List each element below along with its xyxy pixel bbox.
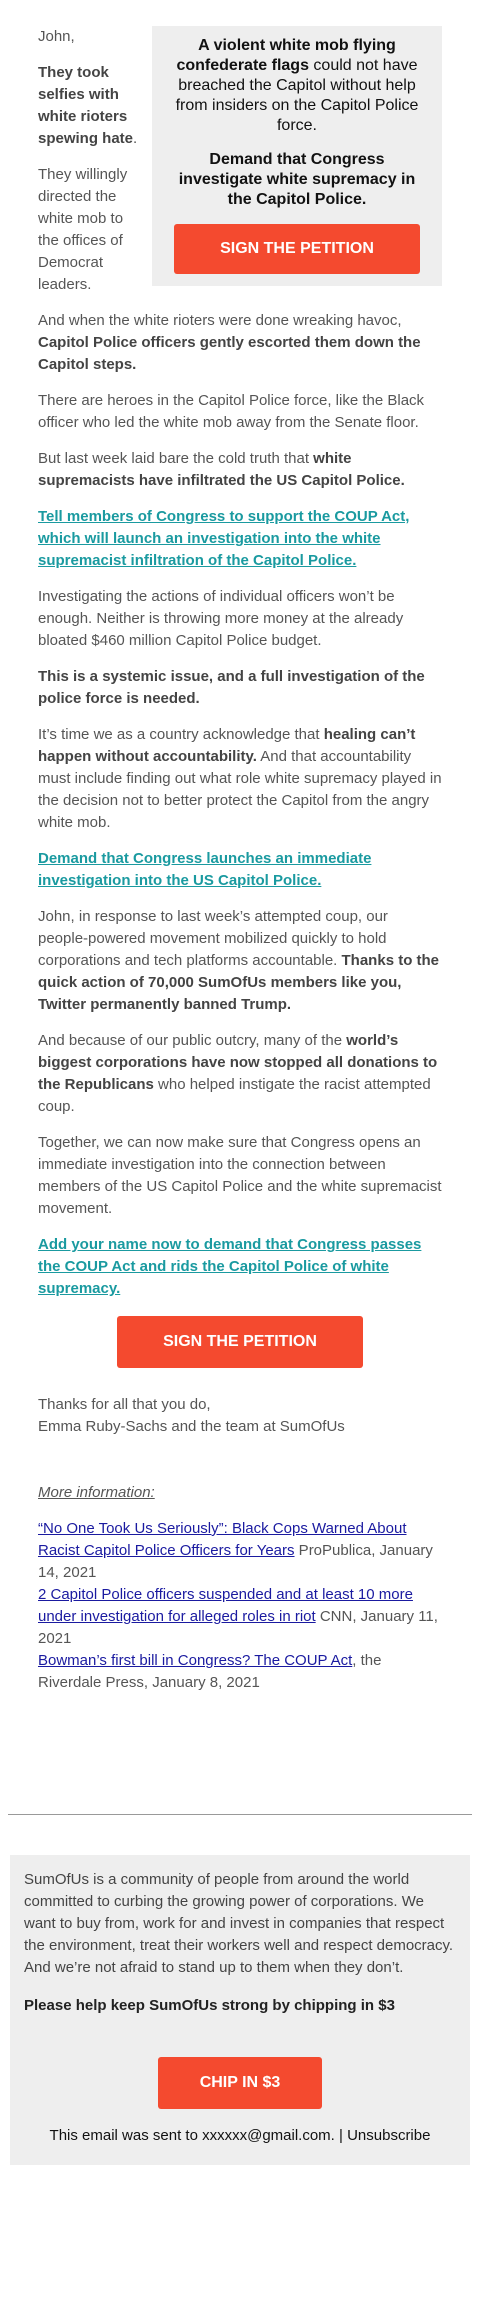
p8-end: And that accountability must include finding out what role white supremacy played in the decision not to better protect the Capitol from the angry white mob. xyxy=(38,748,442,831)
p8-start: It’s time we as a country acknowledge that xyxy=(38,726,324,743)
footer-ask: Please help keep SumOfUs strong by chipping in $3 xyxy=(24,1997,395,2014)
p10-bold: world’s biggest corporations have now stopped all donations to the Republicans xyxy=(38,1032,438,1093)
signoff-thanks: Thanks for all that you do, xyxy=(38,1396,211,1413)
footer-about: SumOfUs is a community of people from around the world committed to curbing the growing power of corporations. We want to buy from, work for and invest in companies that respect the environment, treat their workers well and respect democracy. And we’re not afraid to stand up to them when they don’t. xyxy=(24,1871,454,1976)
callout-text-2 xyxy=(174,150,420,210)
callout-bold-1: A violent white mob flying confederate flags xyxy=(176,37,396,74)
sign-petition-button-bottom[interactable]: SIGN THE PETITION xyxy=(117,1316,363,1368)
p10-end: who helped instigate the racist attempted coup. xyxy=(38,1076,431,1115)
p5-start: But last week laid bare the cold truth that xyxy=(38,450,314,467)
source-meta: ProPublica, January 14, 2021 xyxy=(38,1542,433,1581)
callout-rest-1: could not have breached the Capitol without help from insiders on the Capitol Police force. xyxy=(175,57,419,134)
paragraph-8 xyxy=(38,724,442,834)
p3-bold: Capitol Police officers gently escorted them down the Capitol steps. xyxy=(38,334,421,373)
intro-section xyxy=(38,26,442,310)
source-meta: , the Riverdale Press, January 8, 2021 xyxy=(38,1652,382,1691)
source-link-propublica[interactable]: “No One Took Us Seriously”: Black Cops Warned About Racist Capitol Police Officers for Years xyxy=(38,1520,407,1559)
p9-bold: Thanks to the quick action of 70,000 SumOfUs members like you, Twitter permanently banned Trump. xyxy=(38,952,440,1013)
source-item xyxy=(38,1518,442,1584)
paragraph-11: Together, we can now make sure that Congress opens an immediate investigation into the connection between members of the US Capitol Police and the white supremacist movement. xyxy=(38,1134,442,1217)
paragraph-3 xyxy=(38,310,442,376)
sign-petition-button-top[interactable]: SIGN THE PETITION xyxy=(174,224,420,274)
paragraph-link-3 xyxy=(38,1234,442,1300)
paragraph-10 xyxy=(38,1030,442,1118)
paragraph-6: Investigating the actions of individual officers won’t be enough. Neither is throwing more money at the already bloated $460 million Capitol Police budget. xyxy=(38,588,404,649)
callout-bold-2: Demand that Congress investigate white supremacy in the Capitol Police. xyxy=(178,151,416,208)
callout-text-1 xyxy=(174,36,420,136)
paragraph-link-2 xyxy=(38,848,442,892)
investigation-link[interactable]: Demand that Congress launches an immediate investigation into the US Capitol Police. xyxy=(38,850,372,889)
footer-divider xyxy=(8,1814,472,1815)
unsubscribe-link[interactable]: Unsubscribe xyxy=(347,2127,431,2144)
paragraph-5 xyxy=(38,448,442,492)
p8-bold: healing can’t happen without accountability. xyxy=(38,726,416,765)
source-item xyxy=(38,1650,442,1694)
source-item xyxy=(38,1584,442,1650)
p9-start: John, in response to last week’s attempted coup, our people-powered movement mobilized quickly to hold corporations and tech platforms accountable. xyxy=(38,908,388,969)
more-info-title: More information: xyxy=(38,1484,155,1501)
signoff-signature: Emma Ruby-Sachs and the team at SumOfUs xyxy=(38,1418,345,1435)
intro-bold-1: They took selfies with white rioters spewing hate xyxy=(38,64,134,147)
source-meta: CNN, January 11, 2021 xyxy=(38,1608,438,1647)
source-link-cnn[interactable]: 2 Capitol Police officers suspended and at least 10 more under investigation for alleged roles in riot xyxy=(38,1586,413,1625)
sources-list xyxy=(38,1518,442,1694)
p10-start: And because of our public outcry, many of the xyxy=(38,1032,347,1049)
source-link-riverdale[interactable]: Bowman’s first bill in Congress? The COUP Act xyxy=(38,1652,353,1669)
chip-in-button[interactable]: CHIP IN $3 xyxy=(158,2057,322,2109)
greeting: John, xyxy=(38,28,75,45)
footer-panel xyxy=(10,1855,470,2165)
intro-end-1: . xyxy=(133,130,138,147)
paragraph-7: This is a systemic issue, and a full investigation of the police force is needed. xyxy=(38,668,425,707)
signoff xyxy=(38,1394,442,1438)
petition-callout xyxy=(152,26,442,286)
add-name-link[interactable]: Add your name now to demand that Congress passes the COUP Act and rids the Capitol Police of white supremacy. xyxy=(38,1236,422,1297)
sent-to-text: This email was sent to xxxxxx@gmail.com. xyxy=(49,2127,335,2144)
sent-separator: | xyxy=(334,2127,348,2144)
paragraph-9 xyxy=(38,906,442,1016)
paragraph-link-1 xyxy=(38,506,442,572)
sent-to-line xyxy=(24,2125,456,2147)
p3-start: And when the white rioters were done wreaking havoc, xyxy=(38,312,402,329)
p5-bold: white supremacists have infiltrated the US Capitol Police. xyxy=(38,450,405,489)
coup-act-support-link[interactable]: Tell members of Congress to support the COUP Act, which will launch an investigation into the white supremacist infiltration of the Capitol Police. xyxy=(38,508,410,569)
intro-paragraph-2: They willingly directed the white mob to the offices of Democrat leaders. xyxy=(38,166,128,293)
paragraph-4: There are heroes in the Capitol Police force, like the Black officer who led the white mob away from the Senate floor. xyxy=(38,392,425,431)
